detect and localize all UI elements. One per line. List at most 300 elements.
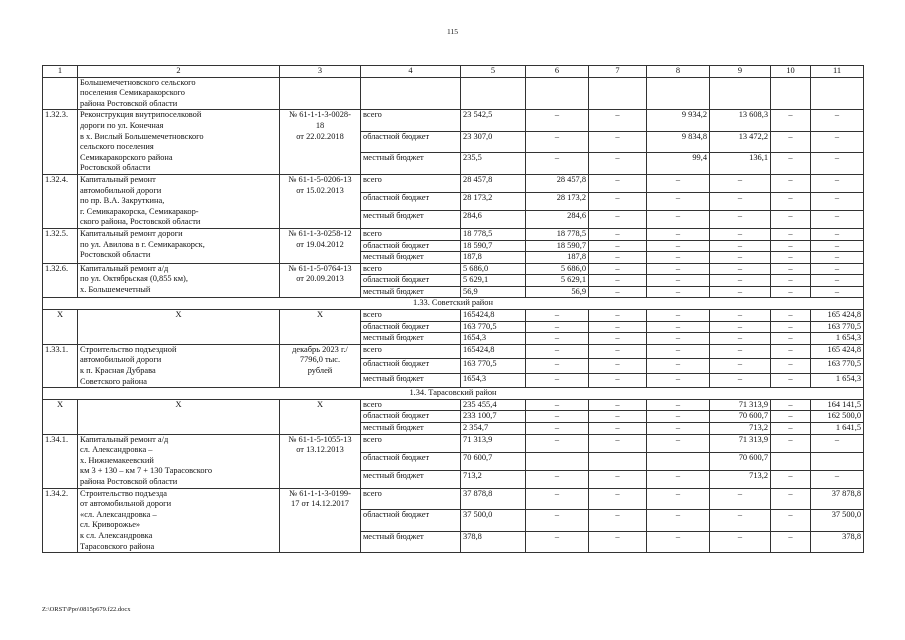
funding-source: всего bbox=[361, 399, 461, 411]
amount-cell: – bbox=[811, 153, 864, 175]
amount-cell: – bbox=[589, 228, 647, 240]
text-line: № 61-1-1-3-0199- bbox=[289, 488, 351, 498]
amount-cell bbox=[589, 452, 647, 470]
empty-cell bbox=[526, 77, 589, 110]
amount-cell: – bbox=[589, 310, 647, 322]
text-line: от 19.04.2012 bbox=[296, 239, 344, 249]
text-line: х. Большемечетный bbox=[80, 284, 151, 294]
funding-source: местный бюджет bbox=[361, 333, 461, 345]
amount-cell: – bbox=[526, 131, 589, 153]
text-line: Капитальный ремонт а/д bbox=[80, 434, 169, 444]
table-row bbox=[43, 110, 864, 132]
amount-cell: 713,2 bbox=[710, 470, 771, 488]
amount-cell: 165 424,8 bbox=[811, 344, 864, 358]
project-name bbox=[78, 344, 280, 387]
document-info bbox=[280, 174, 361, 228]
row-number: 1.34.2. bbox=[43, 488, 78, 553]
text-line: № 61-1-5-1055-13 bbox=[288, 434, 352, 444]
amount-cell: – bbox=[589, 531, 647, 553]
amount-cell: – bbox=[710, 344, 771, 358]
amount-cell: 9 934,2 bbox=[647, 110, 710, 132]
amount-cell: 37 878,8 bbox=[811, 488, 864, 510]
amount-cell: 70 600,7 bbox=[710, 411, 771, 423]
amount-cell: – bbox=[771, 210, 811, 228]
amount-cell: – bbox=[526, 333, 589, 345]
text-line: № 61-1-3-0258-12 bbox=[288, 228, 352, 238]
column-header: 8 bbox=[647, 66, 710, 78]
empty-cell bbox=[647, 77, 710, 110]
text-line: сл. Александровка – bbox=[80, 445, 153, 455]
amount-cell bbox=[526, 452, 589, 470]
amount-cell: – bbox=[526, 153, 589, 175]
column-header: 10 bbox=[771, 66, 811, 78]
amount-cell: – bbox=[771, 373, 811, 387]
amount-cell: 23 307,0 bbox=[461, 131, 526, 153]
text-line: от 15.02.2013 bbox=[296, 185, 344, 195]
amount-cell: 70 600,7 bbox=[461, 452, 526, 470]
text-line: от автомобильной дороги bbox=[80, 499, 172, 509]
text-line: поселения Семикаракорского bbox=[80, 88, 185, 98]
empty-cell bbox=[589, 77, 647, 110]
text-line: Капитальный ремонт bbox=[80, 174, 156, 184]
amount-cell: – bbox=[589, 131, 647, 153]
amount-cell: 9 834,8 bbox=[647, 131, 710, 153]
amount-cell: – bbox=[526, 510, 589, 532]
amount-cell: – bbox=[811, 275, 864, 287]
amount-cell: – bbox=[771, 531, 811, 553]
amount-cell: – bbox=[771, 228, 811, 240]
amount-cell: – bbox=[647, 210, 710, 228]
amount-cell: 28 173,2 bbox=[461, 192, 526, 210]
amount-cell: – bbox=[647, 174, 710, 192]
amount-cell: – bbox=[526, 321, 589, 333]
amount-cell: 163 770,5 bbox=[811, 359, 864, 373]
text-line: «сл. Александровка – bbox=[80, 509, 157, 519]
funding-source: местный бюджет bbox=[361, 153, 461, 175]
amount-cell: 28 457,8 bbox=[526, 174, 589, 192]
table-row bbox=[43, 77, 864, 110]
amount-cell: – bbox=[589, 153, 647, 175]
amount-cell: – bbox=[526, 344, 589, 358]
project-name bbox=[78, 434, 280, 488]
amount-cell: – bbox=[811, 110, 864, 132]
amount-cell: – bbox=[710, 174, 771, 192]
amount-cell: 187,8 bbox=[526, 252, 589, 264]
amount-cell: – bbox=[710, 333, 771, 345]
amount-cell bbox=[811, 452, 864, 470]
amount-cell: 163 770,5 bbox=[461, 359, 526, 373]
column-header: 5 bbox=[461, 66, 526, 78]
amount-cell: – bbox=[526, 373, 589, 387]
amount-cell: – bbox=[710, 488, 771, 510]
document-info bbox=[280, 263, 361, 298]
text-line: Х bbox=[316, 310, 324, 320]
row-number: 1.32.5. bbox=[43, 228, 78, 263]
amount-cell: – bbox=[647, 275, 710, 287]
amount-cell: – bbox=[647, 344, 710, 358]
project-name bbox=[78, 488, 280, 553]
amount-cell: – bbox=[589, 399, 647, 411]
text-line: рублей bbox=[307, 366, 333, 376]
column-header: 4 bbox=[361, 66, 461, 78]
amount-cell: – bbox=[710, 310, 771, 322]
amount-cell: – bbox=[771, 263, 811, 275]
text-line: Строительство подъезда bbox=[80, 488, 168, 498]
document-info bbox=[280, 344, 361, 387]
amount-cell: – bbox=[647, 286, 710, 298]
amount-cell: 1654,3 bbox=[461, 373, 526, 387]
text-line: Семикаракорского района bbox=[80, 152, 173, 162]
project-name bbox=[78, 110, 280, 175]
amount-cell: – bbox=[647, 192, 710, 210]
amount-cell: – bbox=[710, 210, 771, 228]
funding-source: местный бюджет bbox=[361, 531, 461, 553]
amount-cell: 165 424,8 bbox=[811, 310, 864, 322]
text-line: № 61-1-5-0764-13 bbox=[288, 263, 352, 273]
funding-source: областной бюджет bbox=[361, 510, 461, 532]
amount-cell: – bbox=[647, 488, 710, 510]
table-row bbox=[43, 263, 864, 275]
amount-cell: – bbox=[710, 240, 771, 252]
amount-cell: – bbox=[589, 321, 647, 333]
amount-cell: – bbox=[811, 470, 864, 488]
header-row bbox=[43, 66, 864, 78]
text-line: Ростовской области bbox=[80, 250, 151, 260]
funding-source: всего bbox=[361, 110, 461, 132]
amount-cell: – bbox=[710, 373, 771, 387]
column-header: 9 bbox=[710, 66, 771, 78]
amount-cell: – bbox=[811, 192, 864, 210]
table-row bbox=[43, 310, 864, 322]
row-number: 1.32.3. bbox=[43, 110, 78, 175]
text-line: № 61-1-1-3-0028- bbox=[289, 110, 351, 120]
amount-cell: – bbox=[589, 240, 647, 252]
amount-cell: – bbox=[771, 333, 811, 345]
amount-cell: 18 590,7 bbox=[526, 240, 589, 252]
amount-cell: – bbox=[710, 510, 771, 532]
text-line: по ул. Авилова в г. Семикаракорск, bbox=[80, 239, 205, 249]
amount-cell: 28 173,2 bbox=[526, 192, 589, 210]
amount-cell: – bbox=[771, 286, 811, 298]
amount-cell: – bbox=[647, 399, 710, 411]
amount-cell: – bbox=[811, 210, 864, 228]
amount-cell: – bbox=[710, 252, 771, 264]
amount-cell: – bbox=[771, 423, 811, 435]
empty-cell bbox=[771, 77, 811, 110]
amount-cell: – bbox=[811, 263, 864, 275]
amount-cell: – bbox=[771, 359, 811, 373]
amount-cell: – bbox=[526, 488, 589, 510]
amount-cell: – bbox=[589, 174, 647, 192]
amount-cell: 5 629,1 bbox=[461, 275, 526, 287]
text-line: района Ростовской области bbox=[80, 98, 178, 108]
amount-cell: – bbox=[589, 275, 647, 287]
text-line: Строительство подъездной bbox=[80, 344, 177, 354]
empty-cell bbox=[461, 77, 526, 110]
text-line: по ул. Октябрьская (0,855 км), bbox=[80, 274, 188, 284]
amount-cell: 37 500,0 bbox=[461, 510, 526, 532]
amount-cell: – bbox=[526, 423, 589, 435]
amount-cell: – bbox=[771, 131, 811, 153]
amount-cell: – bbox=[589, 286, 647, 298]
amount-cell: – bbox=[811, 252, 864, 264]
amount-cell: 18 778,5 bbox=[461, 228, 526, 240]
amount-cell: 13 472,2 bbox=[710, 131, 771, 153]
funding-source: областной бюджет bbox=[361, 192, 461, 210]
row-number: 1.32.6. bbox=[43, 263, 78, 298]
row-number: 1.34.1. bbox=[43, 434, 78, 488]
text-line: Х bbox=[175, 399, 182, 409]
amount-cell: – bbox=[647, 310, 710, 322]
amount-cell: 1 654,3 bbox=[811, 373, 864, 387]
amount-cell: – bbox=[771, 240, 811, 252]
text-line: по пр. В.А. Закруткина, bbox=[80, 196, 165, 206]
amount-cell: – bbox=[526, 470, 589, 488]
text-line: км 3 + 130 – км 7 + 130 Тарасовского bbox=[80, 466, 213, 476]
amount-cell: – bbox=[647, 240, 710, 252]
amount-cell: – bbox=[589, 344, 647, 358]
amount-cell: 70 600,7 bbox=[710, 452, 771, 470]
page-number: 115 bbox=[447, 27, 458, 36]
row-number: Х bbox=[43, 399, 78, 434]
amount-cell: – bbox=[647, 263, 710, 275]
funding-source: областной бюджет bbox=[361, 411, 461, 423]
empty-cell bbox=[811, 77, 864, 110]
amount-cell bbox=[647, 452, 710, 470]
funding-source: всего bbox=[361, 434, 461, 452]
funding-source: местный бюджет bbox=[361, 423, 461, 435]
amount-cell: – bbox=[589, 359, 647, 373]
amount-cell: 5 686,0 bbox=[461, 263, 526, 275]
amount-cell: – bbox=[589, 263, 647, 275]
text-line: х. Нижнемакеевский bbox=[80, 455, 154, 465]
funding-source: всего bbox=[361, 310, 461, 322]
amount-cell: – bbox=[811, 228, 864, 240]
funding-source: местный бюджет bbox=[361, 286, 461, 298]
funding-source: местный бюджет bbox=[361, 210, 461, 228]
text-line: Х bbox=[175, 310, 182, 320]
text-line: района Ростовской области bbox=[80, 476, 178, 486]
empty-cell bbox=[710, 77, 771, 110]
budget-table bbox=[42, 65, 864, 553]
text-line: сельского поселения bbox=[80, 142, 154, 152]
section-title: 1.33. Советский район bbox=[43, 298, 864, 310]
amount-cell: 13 608,3 bbox=[710, 110, 771, 132]
funding-source: областной бюджет bbox=[361, 359, 461, 373]
amount-cell: 18 778,5 bbox=[526, 228, 589, 240]
amount-cell: – bbox=[771, 488, 811, 510]
amount-cell: – bbox=[811, 131, 864, 153]
amount-cell: – bbox=[647, 228, 710, 240]
section-row bbox=[43, 388, 864, 400]
document-info bbox=[280, 488, 361, 553]
column-header: 7 bbox=[589, 66, 647, 78]
text-line: автомобильной дороги bbox=[80, 185, 162, 195]
amount-cell: 71 313,9 bbox=[710, 434, 771, 452]
amount-cell: 71 313,9 bbox=[710, 399, 771, 411]
amount-cell: 164 141,5 bbox=[811, 399, 864, 411]
amount-cell: – bbox=[771, 252, 811, 264]
amount-cell: 71 313,9 bbox=[461, 434, 526, 452]
amount-cell: – bbox=[526, 399, 589, 411]
text-line: от 22.02.2018 bbox=[296, 131, 344, 141]
amount-cell: 713,2 bbox=[710, 423, 771, 435]
section-row bbox=[43, 298, 864, 310]
amount-cell: 37 878,8 bbox=[461, 488, 526, 510]
amount-cell: 284,6 bbox=[526, 210, 589, 228]
project-name bbox=[78, 77, 280, 110]
funding-source: областной бюджет bbox=[361, 275, 461, 287]
amount-cell: – bbox=[589, 423, 647, 435]
text-line: сл. Криворожье» bbox=[80, 520, 141, 530]
funding-source: всего bbox=[361, 488, 461, 510]
row-number: 1.32.4. bbox=[43, 174, 78, 228]
amount-cell: 1 654,3 bbox=[811, 333, 864, 345]
document-info bbox=[280, 399, 361, 434]
amount-cell: – bbox=[811, 434, 864, 452]
amount-cell: – bbox=[526, 411, 589, 423]
funding-source: местный бюджет bbox=[361, 252, 461, 264]
amount-cell: – bbox=[647, 531, 710, 553]
file-path-footer: Z:\ORST\Ppo\0815p679.f22.docx bbox=[42, 606, 131, 613]
amount-cell: 5 686,0 bbox=[526, 263, 589, 275]
amount-cell: – bbox=[710, 228, 771, 240]
empty-cell bbox=[280, 77, 361, 110]
column-header: 1 bbox=[43, 66, 78, 78]
text-line: Советского района bbox=[80, 376, 147, 386]
text-line: ского района, Ростовской области bbox=[80, 217, 201, 227]
column-header: 2 bbox=[78, 66, 280, 78]
amount-cell: 37 500,0 bbox=[811, 510, 864, 532]
text-line: от 13.12.2013 bbox=[296, 445, 344, 455]
document-info bbox=[280, 228, 361, 263]
project-name bbox=[78, 174, 280, 228]
amount-cell: – bbox=[589, 110, 647, 132]
amount-cell: – bbox=[647, 321, 710, 333]
amount-cell: – bbox=[771, 470, 811, 488]
section-title: 1.34. Тарасовский район bbox=[43, 388, 864, 400]
amount-cell: 18 590,7 bbox=[461, 240, 526, 252]
project-name bbox=[78, 263, 280, 298]
amount-cell: – bbox=[771, 310, 811, 322]
funding-source: всего bbox=[361, 174, 461, 192]
amount-cell: 28 457,8 bbox=[461, 174, 526, 192]
amount-cell: – bbox=[811, 286, 864, 298]
text-line: Капитальный ремонт дороги bbox=[80, 228, 183, 238]
amount-cell: – bbox=[811, 174, 864, 192]
amount-cell: – bbox=[647, 434, 710, 452]
amount-cell: 187,8 bbox=[461, 252, 526, 264]
text-line: № 61-1-5-0206-13 bbox=[288, 174, 352, 184]
amount-cell: – bbox=[710, 359, 771, 373]
amount-cell: 233 100,7 bbox=[461, 411, 526, 423]
amount-cell: 284,6 bbox=[461, 210, 526, 228]
text-line: автомобильной дороги bbox=[80, 355, 162, 365]
amount-cell: 713,2 bbox=[461, 470, 526, 488]
amount-cell: – bbox=[647, 411, 710, 423]
amount-cell: 165424,8 bbox=[461, 310, 526, 322]
table-row bbox=[43, 488, 864, 510]
amount-cell: 162 500,0 bbox=[811, 411, 864, 423]
column-header: 11 bbox=[811, 66, 864, 78]
row-number: Х bbox=[43, 310, 78, 345]
amount-cell: 165424,8 bbox=[461, 344, 526, 358]
amount-cell bbox=[771, 452, 811, 470]
amount-cell: – bbox=[771, 110, 811, 132]
text-line: к сл. Александровка bbox=[80, 530, 153, 540]
amount-cell: – bbox=[647, 470, 710, 488]
amount-cell: 56,9 bbox=[461, 286, 526, 298]
amount-cell: – bbox=[589, 333, 647, 345]
amount-cell: – bbox=[771, 153, 811, 175]
amount-cell: – bbox=[771, 411, 811, 423]
funding-source: всего bbox=[361, 344, 461, 358]
amount-cell: – bbox=[710, 286, 771, 298]
amount-cell: – bbox=[771, 174, 811, 192]
amount-cell: – bbox=[647, 359, 710, 373]
empty-cell bbox=[43, 77, 78, 110]
table-row bbox=[43, 344, 864, 358]
text-line: Тарасовского района bbox=[80, 541, 155, 551]
amount-cell: 1654,3 bbox=[461, 333, 526, 345]
amount-cell: – bbox=[710, 321, 771, 333]
amount-cell: – bbox=[710, 275, 771, 287]
amount-cell: – bbox=[647, 333, 710, 345]
amount-cell: – bbox=[771, 321, 811, 333]
row-number: 1.33.1. bbox=[43, 344, 78, 387]
amount-cell: – bbox=[647, 252, 710, 264]
funding-source: всего bbox=[361, 263, 461, 275]
text-line: 7796,0 тыс. bbox=[299, 355, 341, 365]
text-line: 18 bbox=[315, 120, 325, 130]
text-line: от 20.09.2013 bbox=[296, 274, 344, 284]
amount-cell: 163 770,5 bbox=[811, 321, 864, 333]
amount-cell: – bbox=[771, 399, 811, 411]
amount-cell: 56,9 bbox=[526, 286, 589, 298]
project-name bbox=[78, 310, 280, 345]
amount-cell: – bbox=[526, 310, 589, 322]
amount-cell: – bbox=[771, 344, 811, 358]
amount-cell: – bbox=[589, 434, 647, 452]
project-name bbox=[78, 228, 280, 263]
column-header: 6 bbox=[526, 66, 589, 78]
amount-cell: – bbox=[647, 510, 710, 532]
amount-cell: – bbox=[589, 411, 647, 423]
amount-cell: – bbox=[526, 531, 589, 553]
amount-cell: – bbox=[589, 373, 647, 387]
text-line: г. Семикаракорска, Семикаракор- bbox=[80, 206, 199, 216]
empty-cell bbox=[361, 77, 461, 110]
funding-source: областной бюджет bbox=[361, 321, 461, 333]
amount-cell: – bbox=[771, 275, 811, 287]
table-row bbox=[43, 228, 864, 240]
amount-cell: – bbox=[710, 531, 771, 553]
text-line: Капитальный ремонт а/д bbox=[80, 263, 169, 273]
amount-cell: – bbox=[811, 240, 864, 252]
amount-cell: – bbox=[589, 510, 647, 532]
amount-cell: – bbox=[771, 434, 811, 452]
text-line: декабрь 2023 г./ bbox=[292, 344, 348, 354]
amount-cell: 235 455,4 bbox=[461, 399, 526, 411]
amount-cell: – bbox=[526, 434, 589, 452]
text-line: 17 от 14.12.2017 bbox=[291, 499, 349, 509]
funding-source: местный бюджет bbox=[361, 470, 461, 488]
amount-cell: 163 770,5 bbox=[461, 321, 526, 333]
table-row bbox=[43, 399, 864, 411]
text-line: в х. Вислый Большемечетновского bbox=[80, 131, 204, 141]
column-header: 3 bbox=[280, 66, 361, 78]
amount-cell: 136,1 bbox=[710, 153, 771, 175]
